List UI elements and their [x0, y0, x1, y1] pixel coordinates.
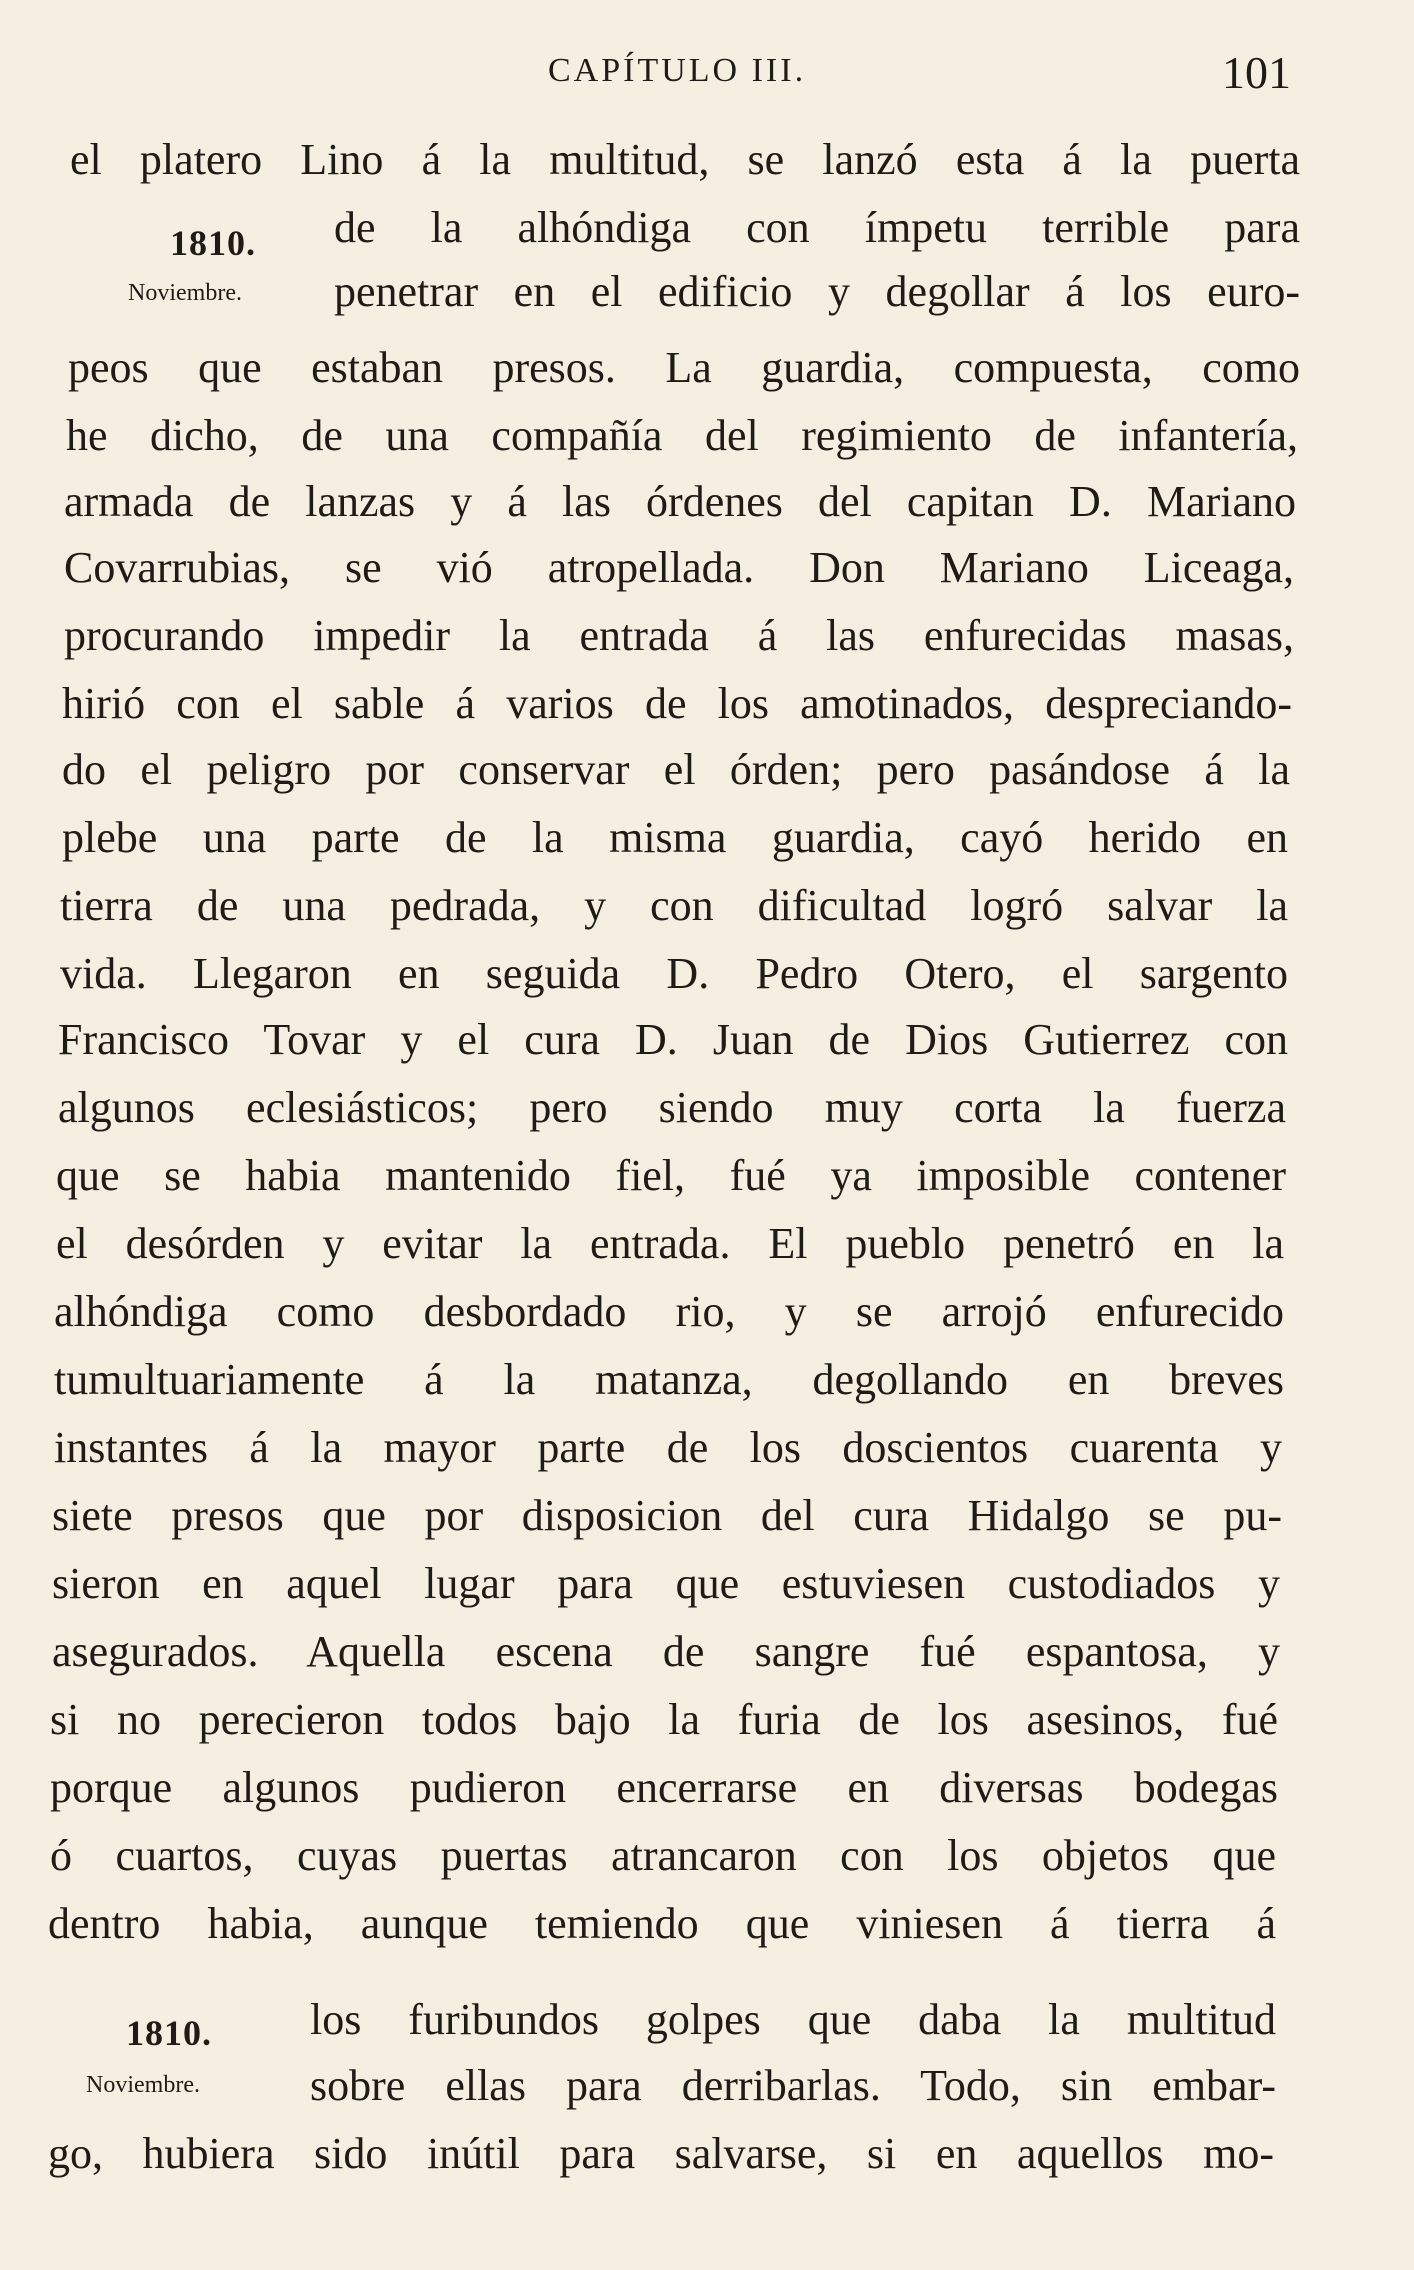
text-line: algunos eclesiásticos; pero siendo muy corta la fuerza	[58, 1083, 1286, 1132]
text-line: hirió con el sable á varios de los amotinados, despreciando-	[62, 679, 1292, 728]
text-line: procurando impedir la entrada á las enfurecidas masas,	[64, 611, 1294, 660]
text-line: dentro habia, aunque temiendo que viniesen á tierra á	[48, 1899, 1276, 1948]
text-line: instantes á la mayor parte de los doscientos cuarenta y	[54, 1423, 1282, 1472]
text-line: sieron en aquel lugar para que estuviesen custodiados y	[52, 1559, 1280, 1608]
text-line: porque algunos pudieron encerrarse en diversas bodegas	[50, 1763, 1278, 1812]
margin-year: 1810.	[126, 2013, 212, 2053]
text-line: Francisco Tovar y el cura D. Juan de Dios Gutierrez con	[58, 1015, 1288, 1064]
text-line: penetrar en el edificio y degollar á los euro-	[334, 267, 1300, 316]
text-line: tierra de una pedrada, y con dificultad logró salvar la	[60, 881, 1288, 930]
text-line: los furibundos golpes que daba la multitud	[310, 1995, 1276, 2044]
text-line: si no perecieron todos bajo la furia de los asesinos, fué	[50, 1695, 1278, 1744]
text-line: alhóndiga como desbordado rio, y se arrojó enfurecido	[54, 1287, 1284, 1336]
text-line: go, hubiera sido inútil para salvarse, si en aquellos mo-	[48, 2129, 1274, 2178]
text-line: siete presos que por disposicion del cura Hidalgo se pu-	[52, 1491, 1282, 1540]
text-line: he dicho, de una compañía del regimiento de infantería,	[66, 411, 1298, 460]
running-title: CAPÍTULO III.	[548, 52, 807, 89]
text-line: de la alhóndiga con ímpetu terrible para	[334, 203, 1300, 252]
text-line: sobre ellas para derribarlas. Todo, sin embar-	[310, 2061, 1276, 2110]
text-line: plebe una parte de la misma guardia, cayó herido en	[62, 813, 1288, 862]
text-line: ó cuartos, cuyas puertas atrancaron con los objetos que	[50, 1831, 1276, 1880]
text-line: tumultuariamente á la matanza, degollando en breves	[54, 1355, 1284, 1404]
text-line: Covarrubias, se vió atropellada. Don Mariano Liceaga,	[64, 543, 1294, 592]
text-line: vida. Llegaron en seguida D. Pedro Otero, el sargento	[60, 949, 1288, 998]
margin-year: 1810.	[170, 223, 256, 263]
text-line: que se habia mantenido fiel, fué ya imposible contener	[56, 1151, 1286, 1200]
page-number: 101	[1222, 47, 1291, 98]
text-line: armada de lanzas y á las órdenes del capitan D. Mariano	[64, 477, 1296, 526]
text-line: peos que estaban presos. La guardia, compuesta, como	[68, 343, 1300, 392]
margin-month: Noviembre.	[128, 280, 242, 306]
text-line: el desórden y evitar la entrada. El pueblo penetró en la	[56, 1219, 1284, 1268]
margin-month: Noviembre.	[86, 2072, 200, 2098]
text-line: asegurados. Aquella escena de sangre fué espantosa, y	[52, 1627, 1280, 1676]
text-line: el platero Lino á la multitud, se lanzó esta á la puerta	[70, 135, 1300, 184]
text-line: do el peligro por conservar el órden; pero pasándose á la	[62, 745, 1290, 794]
